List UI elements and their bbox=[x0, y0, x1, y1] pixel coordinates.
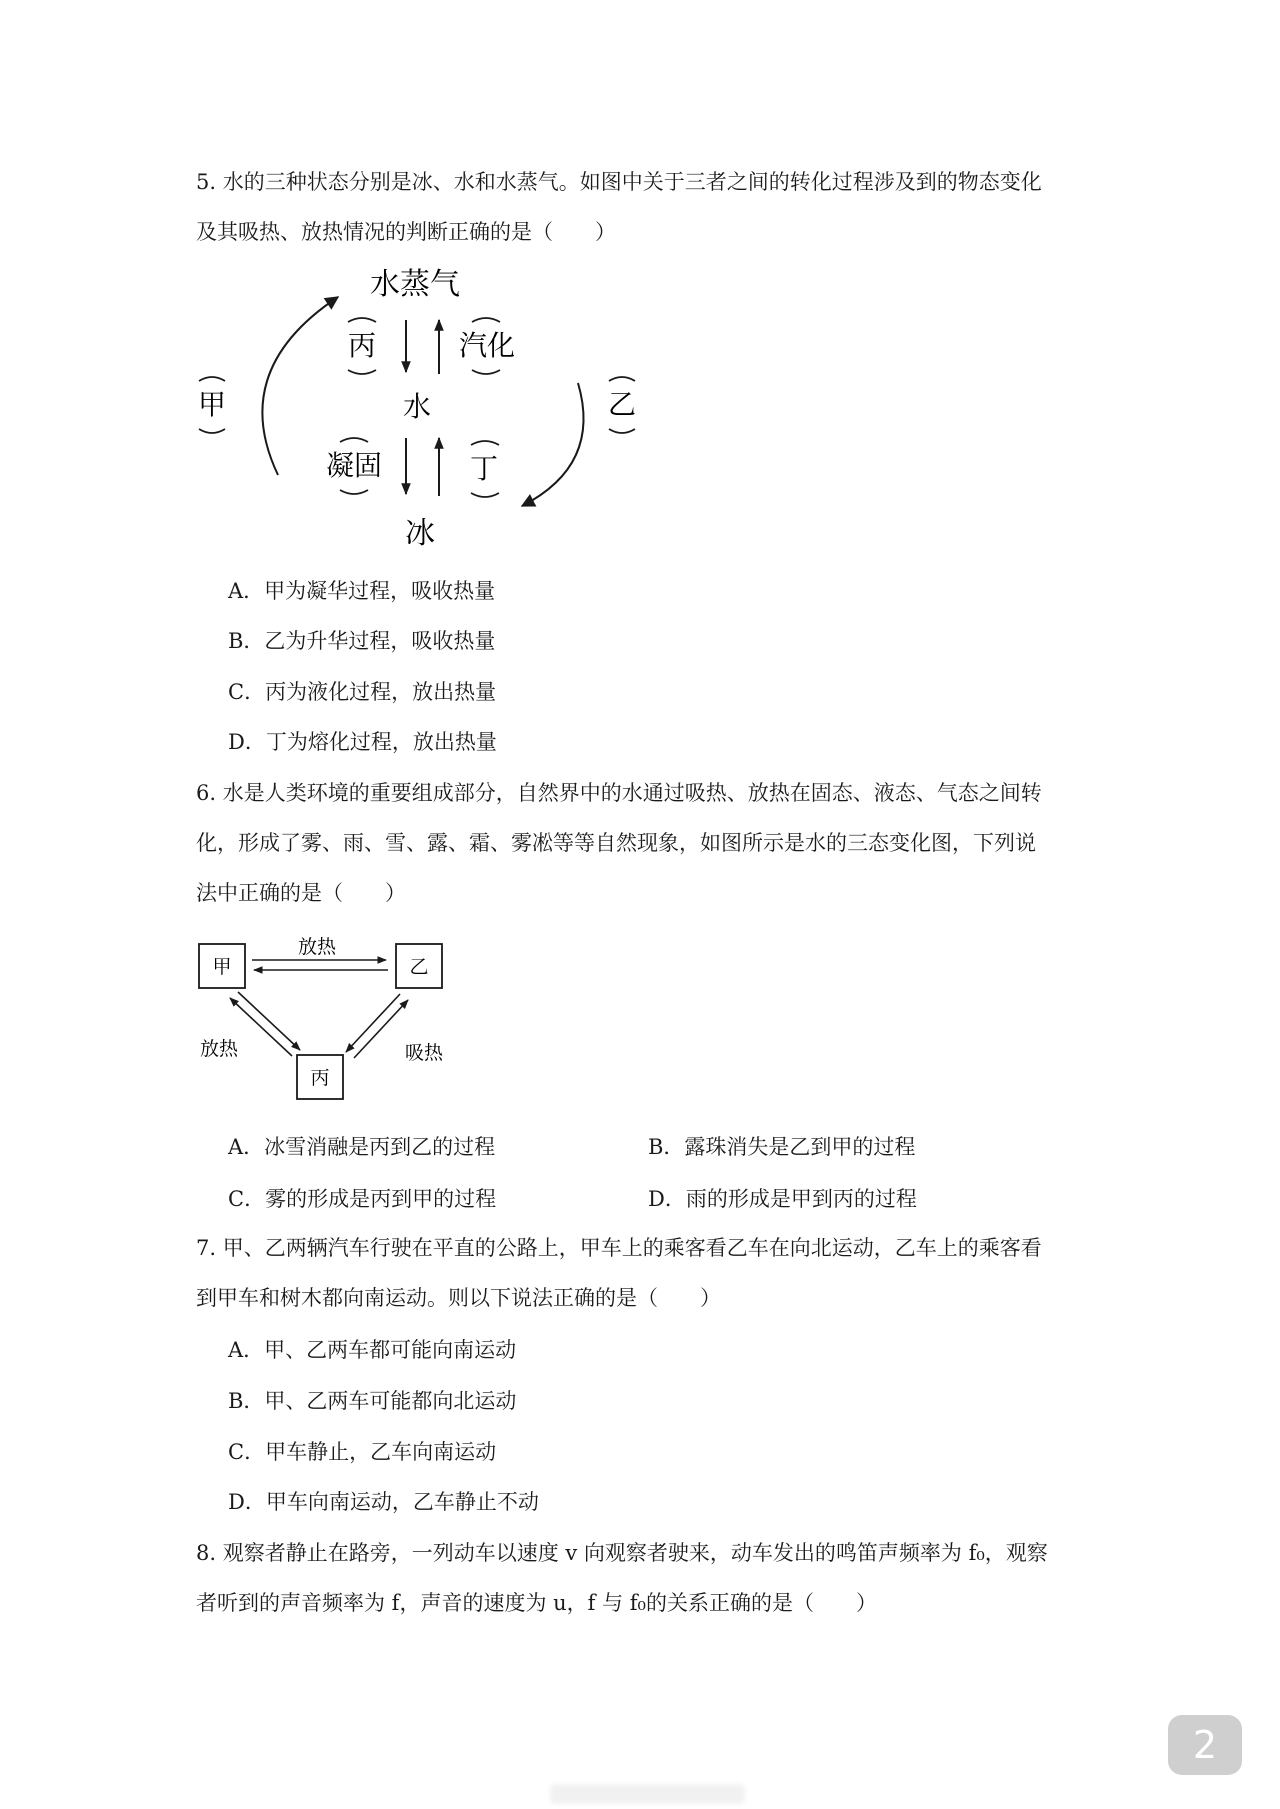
q6-top-heat-label: 放热 bbox=[297, 936, 337, 958]
question-7 bbox=[196, 1223, 1096, 1323]
q5-bing-label: 丙 bbox=[347, 329, 377, 362]
q6-option-a: A．冰雪消融是丙到乙的过程 bbox=[228, 1135, 496, 1159]
q6-jia-label: 甲 bbox=[212, 956, 232, 978]
q5-option-d: D．丁为熔化过程，放出热量 bbox=[228, 730, 497, 754]
q5-vapor-label: 水蒸气 bbox=[370, 267, 460, 302]
q5-option-a: A．甲为凝华过程，吸收热量 bbox=[228, 579, 496, 603]
q5-ice-label: 冰 bbox=[405, 516, 435, 551]
q5-ding-label: 丁 bbox=[469, 452, 499, 485]
q7-option-a: A．甲、乙两车都可能向南运动 bbox=[228, 1338, 517, 1362]
q6-arrow-bing-to-jia bbox=[230, 998, 292, 1056]
q5-ninggu-label: 凝固 bbox=[325, 449, 383, 482]
q7-stem-line2: 到甲车和树木都向南运动。则以下说法正确的是（ ） bbox=[196, 1286, 721, 1310]
q5-stem-line1: 5. 水的三种状态分别是冰、水和水蒸气。如图中关于三者之间的转化过程涉及到的物态变化 bbox=[196, 170, 1042, 194]
q6-option-c: C．雾的形成是丙到甲的过程 bbox=[228, 1187, 497, 1211]
q6-left-heat-label: 放热 bbox=[199, 1038, 239, 1060]
q5-option-c: C．丙为液化过程，放出热量 bbox=[228, 680, 497, 704]
q6-stem-line3: 法中正确的是（ ） bbox=[196, 881, 406, 905]
q5-water-label: 水 bbox=[402, 390, 432, 423]
q6-option-d: D．雨的形成是甲到丙的过程 bbox=[648, 1187, 917, 1211]
q8-stem-line2: 者听到的声音频率为 f，声音的速度为 u，f 与 f₀的关系正确的是（ ） bbox=[196, 1591, 877, 1615]
q7-option-d: D．甲车向南运动，乙车静止不动 bbox=[228, 1490, 539, 1514]
q5-stem-line2: 及其吸热、放热情况的判断正确的是（ ） bbox=[196, 220, 616, 244]
q6-stem-line2: 化，形成了雾、雨、雪、露、霜、雾凇等等自然现象，如图所示是水的三态变化图，下列说 bbox=[196, 831, 1036, 855]
q6-right-heat-label: 吸热 bbox=[404, 1042, 444, 1064]
q6-arrow-jia-to-bing bbox=[238, 992, 300, 1050]
q6-arrow-yi-to-bing bbox=[346, 994, 400, 1052]
q5-qihua-label: 汽化 bbox=[458, 329, 516, 362]
q5-yi-label: 乙 bbox=[607, 388, 637, 421]
q7-option-b: B．甲、乙两车可能都向北运动 bbox=[228, 1389, 517, 1413]
q5-option-b: B．乙为升华过程，吸收热量 bbox=[228, 629, 496, 653]
q6-bing-label: 丙 bbox=[310, 1067, 330, 1089]
watermark-blur bbox=[550, 1784, 745, 1804]
q6-arrow-bing-to-yi bbox=[354, 1000, 408, 1058]
q8-stem-line1: 8. 观察者静止在路旁，一列动车以速度 v 向观察者驶来，动车发出的鸣笛声频率为 f₀，观察 bbox=[196, 1541, 1048, 1565]
q7-option-c: C．甲车静止，乙车向南运动 bbox=[228, 1440, 497, 1464]
q7-stem-line1: 7. 甲、乙两辆汽车行驶在平直的公路上，甲车上的乘客看乙车在向北运动，乙车上的乘客看 bbox=[196, 1236, 1042, 1260]
page-number-badge: 2 bbox=[1168, 1715, 1242, 1775]
q5-jia-label: 甲 bbox=[197, 388, 227, 421]
q6-stem-line1: 6. 水是人类环境的重要组成部分，自然界中的水通过吸热、放热在固态、液态、气态之间转 bbox=[196, 781, 1042, 805]
question-8 bbox=[196, 1528, 1096, 1628]
q6-option-b: B．露珠消失是乙到甲的过程 bbox=[648, 1135, 916, 1159]
q6-yi-label: 乙 bbox=[409, 956, 429, 978]
